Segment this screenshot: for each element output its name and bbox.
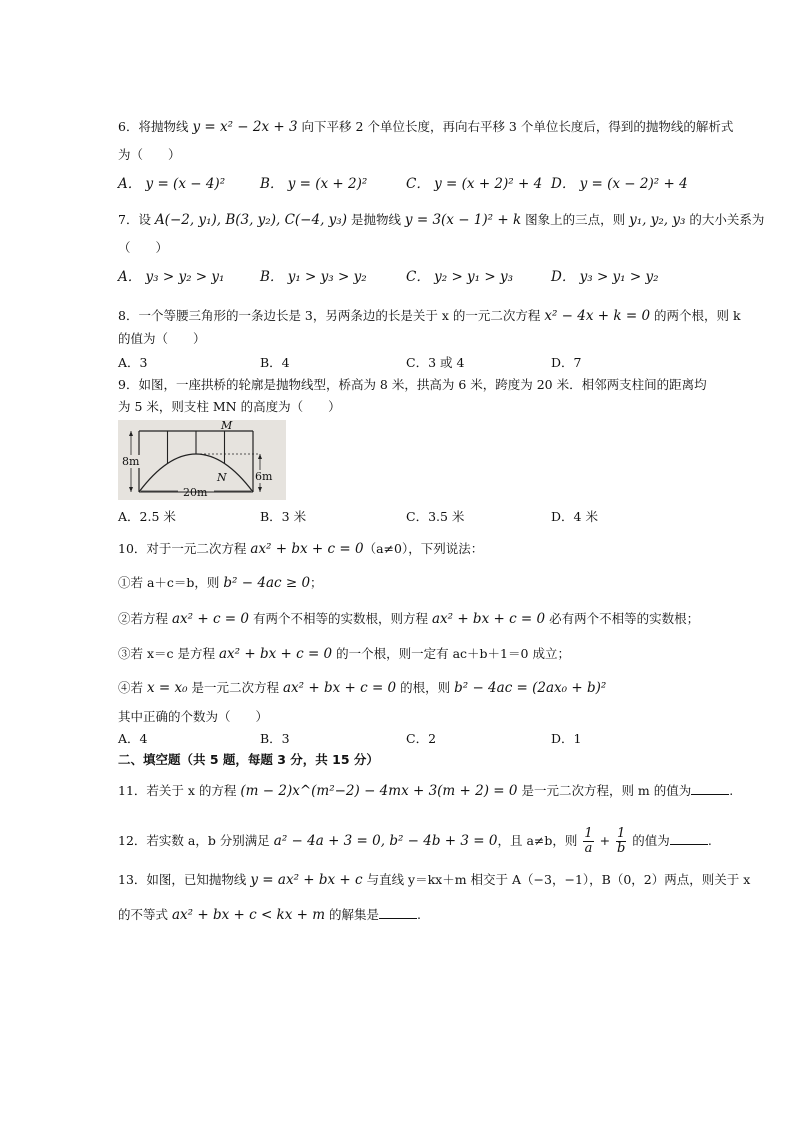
q12-frac2-numerator: 1 <box>617 826 626 841</box>
q6-options <box>118 176 688 192</box>
q10-stem-b: （a≠0），下列说法： <box>363 541 484 556</box>
q7-options <box>118 269 678 285</box>
q7-expression: y = 3(x − 1)² + k <box>404 212 522 228</box>
q8-option-d[interactable]: D．7 <box>551 355 582 370</box>
q13-stem-line1 <box>118 872 750 888</box>
q13-stem-a: 13．如图，已知抛物线 <box>118 872 251 887</box>
q12-stem-b: ，且 a≠b，则 <box>497 833 582 848</box>
q10-s2-expression-2: ax² + bx + c = 0 <box>431 611 546 627</box>
label-n: N <box>217 471 227 484</box>
q6-stem-line2: 为（ ） <box>118 147 181 162</box>
q10-s4-expression-2: ax² + bx + c = 0 <box>282 680 397 696</box>
q12-stem-a: 12．若实数 a，b 分别满足 <box>118 833 274 848</box>
q9-option-c[interactable]: C．3.5 米 <box>406 509 465 524</box>
q13-answer-blank[interactable] <box>379 906 417 919</box>
q10-s4-text-c: 的根，则 <box>396 680 455 695</box>
q10-stem <box>118 541 483 557</box>
q10-s4-text-a: ④若 <box>118 680 147 695</box>
q7-stem-line2: （ ） <box>118 240 169 255</box>
q10-options <box>118 731 678 747</box>
q6-option-b[interactable]: B． y = (x + 2)² <box>260 176 368 192</box>
q7-option-d[interactable]: D． y₃ > y₁ > y₂ <box>551 269 659 285</box>
q8-stem-line2: 的值为（ ） <box>118 331 206 346</box>
q10-s3-expression: ax² + bx + c = 0 <box>218 646 333 662</box>
q7-stem-b: 是抛物线 <box>346 212 405 227</box>
q7-option-c[interactable]: C． y₂ > y₁ > y₃ <box>406 269 514 285</box>
q13-stem-d: 的解集是 <box>325 907 380 922</box>
q10-s2-text-b: 有两个不相等的实数根，则方程 <box>249 611 432 626</box>
q8-option-a[interactable]: A．3 <box>118 355 148 370</box>
q7-vars: y₁, y₂, y₃ <box>629 212 686 228</box>
label-20m: 20m <box>183 486 208 499</box>
q10-s1-expression: b² − 4ac ≥ 0 <box>223 575 311 591</box>
q12-stem-c: 的值为 <box>628 833 670 848</box>
q13-expression: y = ax² + bx + c <box>250 872 363 888</box>
q10-statement-4 <box>118 680 606 696</box>
q10-stem-a: 10．对于一元二次方程 <box>118 541 251 556</box>
q12-frac1-numerator: 1 <box>584 826 593 841</box>
q8-option-c[interactable]: C．3 或 4 <box>406 355 465 370</box>
q10-statement-2 <box>118 611 699 627</box>
q13-stem-b: 与直线 y＝kx＋m 相交于 A（−3，−1），B（0，2）两点，则关于 x <box>362 872 751 887</box>
q10-option-c[interactable]: C．2 <box>406 731 437 746</box>
q8-options <box>118 355 678 371</box>
q7-points: A(−2, y₁), B(3, y₂), C(−4, y₃) <box>154 212 347 228</box>
q11-expression: (m − 2)x^(m²−2) − 4mx + 3(m + 2) = 0 <box>240 783 518 799</box>
q6-stem-a: 6．将抛物线 <box>118 119 193 134</box>
q11-answer-blank[interactable] <box>691 782 729 795</box>
label-8m: 8m <box>122 455 140 468</box>
q10-s2-text-c: 必有两个不相等的实数根； <box>545 611 700 626</box>
q10-s3-text-a: ③若 x＝c 是方程 <box>118 646 219 661</box>
q11-stem-b: 是一元二次方程，则 m 的值为 <box>517 783 692 798</box>
q10-option-b[interactable]: B．3 <box>260 731 290 746</box>
q9-option-b[interactable]: B．3 米 <box>260 509 307 524</box>
q8-option-b[interactable]: B．4 <box>260 355 290 370</box>
q6-option-a[interactable]: A． y = (x − 4)² <box>118 176 226 192</box>
q10-s1-text: ①若 a＋c＝b，则 <box>118 575 224 590</box>
q10-s1-end: ； <box>310 575 323 590</box>
q10-statement-3 <box>118 646 570 662</box>
q12-fraction-2 <box>616 827 626 856</box>
q9-option-d[interactable]: D．4 米 <box>551 509 598 524</box>
q6-option-d[interactable]: D． y = (x − 2)² + 4 <box>551 176 688 192</box>
q12-fraction-1 <box>583 827 593 856</box>
q9-stem-line2: 为 5 米，则支柱 MN 的高度为（ ） <box>118 399 341 414</box>
q10-s2-text-a: ②若方程 <box>118 611 172 626</box>
section-2-title: 二、填空题（共 5 题，每题 3 分，共 15 分） <box>118 752 379 767</box>
q13-stem-c: 的不等式 <box>118 907 172 922</box>
q12-frac1-denominator: a <box>584 841 593 856</box>
q7-option-a[interactable]: A． y₃ > y₂ > y₁ <box>118 269 225 285</box>
q7-stem-line1 <box>118 212 764 228</box>
q10-option-a[interactable]: A．4 <box>118 731 148 746</box>
q7-option-b[interactable]: B． y₁ > y₃ > y₂ <box>260 269 367 285</box>
q10-option-d[interactable]: D．1 <box>551 731 582 746</box>
q6-stem-line1 <box>118 119 733 135</box>
q8-stem-a: 8．一个等腰三角形的一条边长是 3，另两条边的长是关于 x 的一元二次方程 <box>118 308 545 323</box>
q7-stem-c: 图象上的三点，则 <box>521 212 630 227</box>
q12-expression: a² − 4a + 3 = 0, b² − 4b + 3 = 0 <box>273 833 498 849</box>
q8-expression: x² − 4x + k = 0 <box>544 308 651 324</box>
q10-expression: ax² + bx + c = 0 <box>250 541 364 557</box>
q6-stem-b: 向下平移 2 个单位长度，再向右平移 3 个单位长度后，得到的抛物线的解析式 <box>297 119 734 134</box>
q6-option-c[interactable]: C． y = (x + 2)² + 4 <box>406 176 543 192</box>
q10-statement-1 <box>118 575 323 591</box>
q10-s4-expression-3: b² − 4ac = (2ax₀ + b)² <box>454 680 607 696</box>
q6-expression: y = x² − 2x + 3 <box>192 119 298 135</box>
q10-s2-expression-1: ax² + c = 0 <box>171 611 249 627</box>
q12-plus: + <box>595 833 615 848</box>
q7-stem-a: 7．设 <box>118 212 155 227</box>
q12-frac2-denominator: b <box>617 841 626 856</box>
q8-stem-b: 的两个根，则 k <box>650 308 741 323</box>
q10-s4-text-b: 是一元二次方程 <box>187 680 283 695</box>
q10-s3-text-b: 的一个根，则一定有 ac＋b＋1＝0 成立； <box>332 646 570 661</box>
q8-stem-line1 <box>118 308 741 324</box>
q12-stem-d: . <box>707 833 712 848</box>
q11-stem <box>118 782 733 799</box>
q11-stem-c: . <box>729 783 734 798</box>
q10-count-prompt: 其中正确的个数为（ ） <box>118 709 269 724</box>
q9-options <box>118 509 678 525</box>
q9-stem-line1: 9．如图，一座拱桥的轮廓是抛物线型，桥高为 8 米，拱高为 6 米，跨度为 20 米．相邻两支柱间的距离均 <box>118 377 707 392</box>
label-6m: 6m <box>255 470 273 483</box>
q13-stem-e: . <box>417 907 422 922</box>
bridge-figure <box>118 420 286 500</box>
q13-stem-line2 <box>118 906 421 923</box>
q11-stem-a: 11．若关于 x 的方程 <box>118 783 241 798</box>
label-m: M <box>221 420 233 432</box>
q13-inequality: ax² + bx + c < kx + m <box>171 907 326 923</box>
q7-stem-d: 的大小关系为 <box>685 212 765 227</box>
q12-stem <box>118 826 712 858</box>
q10-s4-expression-1: x = x₀ <box>146 680 188 696</box>
q12-answer-blank[interactable] <box>670 832 708 845</box>
q9-option-a[interactable]: A．2.5 米 <box>118 509 176 524</box>
